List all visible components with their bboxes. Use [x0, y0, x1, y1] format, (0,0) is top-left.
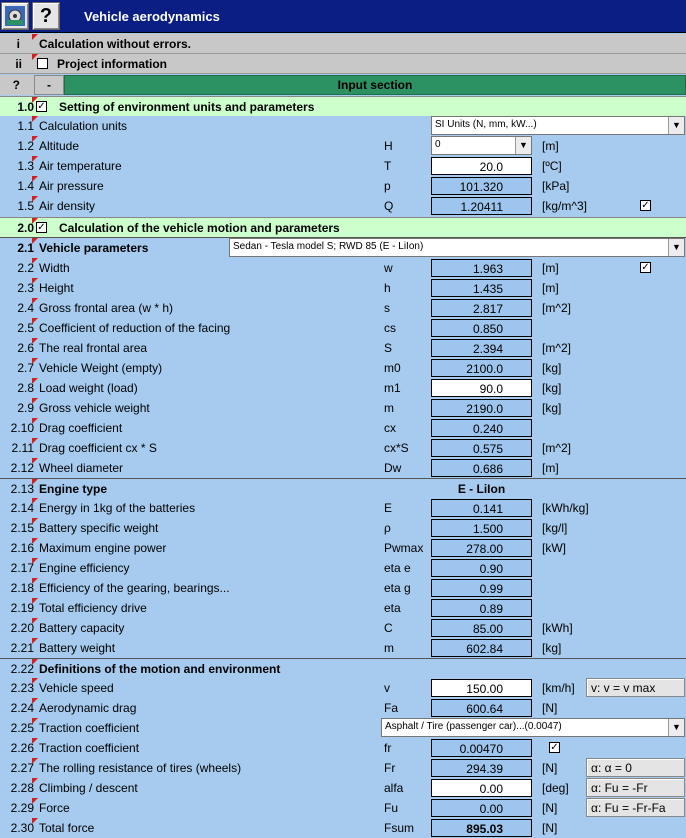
- window-title: Vehicle aerodynamics: [84, 9, 220, 24]
- value-field: 0.686: [431, 459, 532, 477]
- row-1-4: [0, 176, 686, 196]
- row-2-27: [0, 758, 686, 778]
- row-symbol: eta g: [384, 581, 411, 595]
- row-symbol: Fu: [384, 801, 399, 815]
- value-field: 0.850: [431, 319, 532, 337]
- row-label: Battery capacity: [39, 621, 125, 635]
- row-num: 2.1: [17, 241, 34, 255]
- row-unit: [kg]: [542, 401, 562, 415]
- row-symbol: s: [384, 301, 390, 315]
- row-label: Coefficient of reduction of the facing: [39, 321, 231, 335]
- row-symbol: cs: [384, 321, 396, 335]
- row-num: 2.15: [10, 521, 34, 535]
- row-symbol: v: [384, 681, 390, 695]
- row-unit: [m^2]: [542, 441, 571, 455]
- row-symbol: p: [384, 179, 391, 193]
- value-field: 895.03: [431, 819, 532, 837]
- value-field: 0.00470: [431, 739, 532, 757]
- row-unit: [m^2]: [542, 341, 571, 355]
- row-unit: [kg]: [542, 361, 562, 375]
- row-label: The real frontal area: [39, 341, 148, 355]
- row-2-1: [0, 237, 686, 257]
- row-label: Calculation units: [39, 119, 128, 133]
- comment-marker-icon: [32, 378, 38, 384]
- row-2-10: [0, 418, 686, 438]
- row-num: 2.23: [10, 681, 34, 695]
- row-2-14: [0, 498, 686, 518]
- value-input[interactable]: 0.00: [431, 779, 532, 797]
- row-num: 1.2: [17, 139, 34, 153]
- row-2-15: [0, 518, 686, 538]
- row-unit: [kW]: [542, 541, 566, 555]
- row-symbol: cx: [384, 421, 396, 435]
- status-row: [0, 34, 686, 54]
- title-bar: [0, 0, 686, 33]
- row-unit: [km/h]: [542, 681, 575, 695]
- row-label: Efficiency of the gearing, bearings...: [39, 581, 230, 595]
- row-symbol: fr: [384, 741, 392, 755]
- section2-label: Calculation of the vehicle motion and parameters: [59, 221, 340, 235]
- row-2-7: [0, 358, 686, 378]
- comment-marker-icon: [32, 738, 38, 744]
- row-label: Total efficiency drive: [39, 601, 147, 615]
- comment-marker-icon: [32, 358, 38, 364]
- value-field: 2190.0: [431, 399, 532, 417]
- app-icon[interactable]: [1, 2, 29, 30]
- row-num: 2.7: [17, 361, 34, 375]
- row-symbol: w: [384, 261, 393, 275]
- density-checkbox[interactable]: ✓: [641, 200, 650, 211]
- row-label: Maximum engine power: [39, 541, 167, 555]
- comment-marker-icon: [32, 458, 38, 464]
- row-2-16: [0, 538, 686, 558]
- comment-marker-icon: [32, 136, 38, 142]
- density-value: 1.20411: [431, 197, 532, 215]
- comment-marker-icon: [32, 438, 38, 444]
- row-2-22: [0, 658, 686, 678]
- row-num: 2.21: [10, 641, 34, 655]
- row-symbol: Fr: [384, 761, 396, 775]
- row-2-13: [0, 478, 686, 498]
- row-unit: [kWh/kg]: [542, 501, 589, 515]
- comment-marker-icon: [32, 498, 38, 504]
- chevron-down-icon[interactable]: ▼: [668, 117, 684, 134]
- section1-row: [0, 96, 686, 116]
- row-1-3: [0, 156, 686, 176]
- chevron-down-icon[interactable]: ▼: [668, 719, 684, 736]
- row-num: 2.2: [17, 261, 34, 275]
- row-2-17: [0, 558, 686, 578]
- comment-marker-icon: [32, 618, 38, 624]
- row-unit: [m^2]: [542, 301, 571, 315]
- row-label: Definitions of the motion and environment: [39, 662, 281, 676]
- row-2-5: [0, 318, 686, 338]
- row-2-19: [0, 598, 686, 618]
- temperature-input[interactable]: 20.0: [431, 157, 532, 175]
- row-label: Air pressure: [39, 179, 104, 193]
- help-button[interactable]: ?: [32, 2, 60, 30]
- row-num: 2.12: [10, 461, 34, 475]
- comment-marker-icon: [32, 278, 38, 284]
- row-num: 2.8: [17, 381, 34, 395]
- comment-marker-icon: [32, 538, 38, 544]
- row-label: Total force: [39, 821, 95, 835]
- value-field: 0.575: [431, 439, 532, 457]
- comment-marker-icon: [32, 418, 38, 424]
- comment-marker-icon: [32, 338, 38, 344]
- row-label: The rolling resistance of tires (wheels): [39, 761, 242, 775]
- row-num: 1.4: [17, 179, 34, 193]
- row-num: 2.6: [17, 341, 34, 355]
- section2-row: [0, 217, 686, 237]
- row-num: 2.5: [17, 321, 34, 335]
- row-label: Vehicle parameters: [39, 241, 149, 255]
- comment-marker-icon: [32, 97, 38, 103]
- row-label: Engine efficiency: [39, 561, 130, 575]
- row-2-28: [0, 778, 686, 798]
- vehicle-select[interactable]: [229, 238, 685, 257]
- collapse-button[interactable]: -: [34, 75, 64, 95]
- project-marker: ii: [15, 57, 22, 71]
- row-label: Drag coefficient cx * S: [39, 441, 157, 455]
- row-symbol: m: [384, 641, 394, 655]
- project-row: [0, 54, 686, 74]
- row-unit: [ºC]: [542, 159, 562, 173]
- chevron-down-icon[interactable]: ▼: [515, 137, 531, 154]
- value-field: 0.89: [431, 599, 532, 617]
- preset-button[interactable]: α: Fu = -Fr: [586, 778, 685, 797]
- row-unit: [m]: [542, 139, 559, 153]
- row-label: Vehicle Weight (empty): [39, 361, 163, 375]
- comment-marker-icon: [32, 578, 38, 584]
- value-field: 2.817: [431, 299, 532, 317]
- row-num: 1.5: [17, 199, 34, 213]
- row-num: 1.1: [17, 119, 34, 133]
- row-label: Height: [39, 281, 74, 295]
- comment-marker-icon: [32, 758, 38, 764]
- row-symbol: T: [384, 159, 392, 173]
- row-unit: [kg]: [542, 641, 562, 655]
- section1-label: Setting of environment units and parameters: [59, 100, 315, 114]
- comment-marker-icon: [32, 156, 38, 162]
- status-marker: i: [16, 37, 20, 51]
- value-input[interactable]: 150.00: [431, 679, 532, 697]
- row-unit: [m]: [542, 281, 559, 295]
- row-2-25: [0, 718, 686, 738]
- row-num: 2.9: [17, 401, 34, 415]
- value-field: 1.963: [431, 259, 532, 277]
- value-field: 0.240: [431, 419, 532, 437]
- value-field: 2100.0: [431, 359, 532, 377]
- row-symbol: alfa: [384, 781, 404, 795]
- preset-button[interactable]: v: v = v max: [586, 678, 685, 697]
- row-2-2: [0, 258, 686, 278]
- vehicle-select-value: Sedan - Tesla model S; RWD 85 (E - LiIon): [233, 241, 424, 252]
- row-unit: [kg/l]: [542, 521, 568, 535]
- row-unit: [N]: [542, 761, 558, 775]
- row-label: Battery specific weight: [39, 521, 159, 535]
- row-label: Load weight (load): [39, 381, 138, 395]
- row-unit: [kg]: [542, 381, 562, 395]
- row-2-6: [0, 338, 686, 358]
- row-num: 2.22: [10, 662, 34, 676]
- input-section-bar: Input section: [64, 75, 686, 95]
- comment-marker-icon: [32, 698, 38, 704]
- row-num: 2.19: [10, 601, 34, 615]
- comment-marker-icon: [32, 818, 38, 824]
- chevron-down-icon[interactable]: ▼: [668, 239, 684, 256]
- comment-marker-icon: [32, 598, 38, 604]
- value-input[interactable]: 90.0: [431, 379, 532, 397]
- row-checkbox[interactable]: ✓: [641, 262, 650, 273]
- row-unit: [kPa]: [542, 179, 570, 193]
- row-symbol: Q: [384, 199, 394, 213]
- row-num: 2.29: [10, 801, 34, 815]
- units-select[interactable]: [431, 116, 685, 135]
- row-1-5: [0, 196, 686, 216]
- comment-marker-icon: [32, 298, 38, 304]
- row-label: Gross vehicle weight: [39, 401, 150, 415]
- row-2-3: [0, 278, 686, 298]
- row-num: 2.14: [10, 501, 34, 515]
- row-num: 2.24: [10, 701, 34, 715]
- row-num: 2.30: [10, 821, 34, 835]
- row-label: Battery weight: [39, 641, 116, 655]
- row-symbol: eta: [384, 601, 401, 615]
- row-label: Air temperature: [39, 159, 122, 173]
- row-symbol: H: [384, 139, 393, 153]
- engine-type-value: E - LiIon: [457, 482, 506, 496]
- section2-checkbox[interactable]: ✓: [37, 222, 46, 233]
- row-2-9: [0, 398, 686, 418]
- preset-button[interactable]: α: Fu = -Fr-Fa: [586, 798, 685, 817]
- row-label: Force: [39, 801, 70, 815]
- section1-checkbox[interactable]: ✓: [37, 101, 46, 112]
- row-2-4: [0, 298, 686, 318]
- value-field: 294.39: [431, 759, 532, 777]
- row-unit: [m]: [542, 461, 559, 475]
- row-num: 2.10: [10, 421, 34, 435]
- row-unit: [deg]: [542, 781, 569, 795]
- row-symbol: Fa: [384, 701, 399, 715]
- row-num: 2.28: [10, 781, 34, 795]
- row-label: Aerodynamic drag: [39, 701, 137, 715]
- row-label: Engine type: [39, 482, 108, 496]
- row-num: 2.16: [10, 541, 34, 555]
- row-checkbox[interactable]: ✓: [550, 742, 559, 753]
- row-symbol: m1: [384, 381, 401, 395]
- comment-marker-icon: [32, 678, 38, 684]
- row-symbol: Dw: [384, 461, 402, 475]
- traction-select-value: Asphalt / Tire (passenger car)...(0.0047): [385, 721, 562, 732]
- value-field: 600.64: [431, 699, 532, 717]
- comment-marker-icon: [32, 398, 38, 404]
- comment-marker-icon: [32, 116, 38, 122]
- row-num: 2.17: [10, 561, 34, 575]
- comment-marker-icon: [32, 718, 38, 724]
- comment-marker-icon: [32, 479, 38, 485]
- row-symbol: S: [384, 341, 393, 355]
- row-unit: [m]: [542, 261, 559, 275]
- row-num: 2.20: [10, 621, 34, 635]
- row-unit: [N]: [542, 801, 558, 815]
- row-symbol: ρ: [384, 521, 391, 535]
- row-1-2: [0, 136, 686, 156]
- row-label: Climbing / descent: [39, 781, 138, 795]
- row-2-20: [0, 618, 686, 638]
- row-num: 2.11: [11, 441, 34, 455]
- row-symbol: h: [384, 281, 391, 295]
- row-2-26: [0, 738, 686, 758]
- input-q[interactable]: ?: [12, 78, 20, 92]
- row-2-21: [0, 638, 686, 658]
- row-2-11: [0, 438, 686, 458]
- row-symbol: C: [384, 621, 393, 635]
- row-2-24: [0, 698, 686, 718]
- row-symbol: eta e: [384, 561, 411, 575]
- row-unit: [kWh]: [542, 621, 573, 635]
- comment-marker-icon: [32, 176, 38, 182]
- comment-marker-icon: [32, 238, 38, 244]
- section2-num: 2.0: [17, 221, 34, 235]
- row-2-30: [0, 818, 686, 838]
- pressure-value: 101.320: [431, 177, 532, 195]
- value-field: 2.394: [431, 339, 532, 357]
- row-symbol: Fsum: [384, 821, 414, 835]
- row-label: Air density: [39, 199, 96, 213]
- comment-marker-icon: [32, 258, 38, 264]
- row-label: Wheel diameter: [39, 461, 124, 475]
- row-label: Gross frontal area (w * h): [39, 301, 174, 315]
- value-field: 0.90: [431, 559, 532, 577]
- row-label: Altitude: [39, 139, 80, 153]
- row-num: 2.3: [17, 281, 34, 295]
- units-select-value: SI Units (N, mm, kW...): [435, 119, 537, 130]
- row-num: 2.27: [10, 761, 34, 775]
- value-field: 1.435: [431, 279, 532, 297]
- row-1-1: [0, 116, 686, 136]
- comment-marker-icon: [32, 659, 38, 665]
- comment-marker-icon: [32, 54, 38, 60]
- comment-marker-icon: [32, 34, 38, 40]
- row-2-29: [0, 798, 686, 818]
- project-checkbox[interactable]: [37, 58, 48, 69]
- value-field: 602.84: [431, 639, 532, 657]
- altitude-value: 0: [435, 139, 441, 150]
- row-symbol: m: [384, 401, 394, 415]
- value-field: 278.00: [431, 539, 532, 557]
- comment-marker-icon: [32, 318, 38, 324]
- comment-marker-icon: [32, 778, 38, 784]
- value-field: 85.00: [431, 619, 532, 637]
- row-2-8: [0, 378, 686, 398]
- comment-marker-icon: [32, 798, 38, 804]
- row-2-12: [0, 458, 686, 478]
- value-field: 0.00: [431, 799, 532, 817]
- comment-marker-icon: [32, 196, 38, 202]
- row-num: 2.25: [10, 721, 34, 735]
- comment-marker-icon: [32, 638, 38, 644]
- preset-button[interactable]: α: α = 0: [586, 758, 685, 777]
- row-2-23: [0, 678, 686, 698]
- project-label: Project information: [57, 57, 168, 71]
- row-num: 2.13: [10, 482, 34, 496]
- value-field: 1.500: [431, 519, 532, 537]
- status-text: Calculation without errors.: [39, 37, 192, 51]
- row-num: 2.4: [17, 301, 34, 315]
- comment-marker-icon: [32, 218, 38, 224]
- row-label: Drag coefficient: [39, 421, 123, 435]
- row-label: Width: [39, 261, 70, 275]
- value-field: 0.99: [431, 579, 532, 597]
- altitude-select[interactable]: [431, 136, 532, 155]
- row-unit: [kg/m^3]: [542, 199, 587, 213]
- row-num: 2.26: [10, 741, 34, 755]
- row-label: Vehicle speed: [39, 681, 114, 695]
- row-num: 1.3: [17, 159, 34, 173]
- traction-select[interactable]: [381, 718, 685, 737]
- section1-num: 1.0: [17, 100, 34, 114]
- row-label: Energy in 1kg of the batteries: [39, 501, 196, 515]
- row-num: 2.18: [10, 581, 34, 595]
- row-symbol: m0: [384, 361, 401, 375]
- comment-marker-icon: [32, 518, 38, 524]
- row-symbol: cx*S: [384, 441, 409, 455]
- row-label: Traction coefficient: [39, 721, 140, 735]
- value-field: 0.141: [431, 499, 532, 517]
- row-unit: [N]: [542, 701, 558, 715]
- row-unit: [N]: [542, 821, 558, 835]
- comment-marker-icon: [32, 558, 38, 564]
- row-symbol: E: [384, 501, 393, 515]
- row-symbol: Pwmax: [384, 541, 424, 555]
- row-2-18: [0, 578, 686, 598]
- row-label: Traction coefficient: [39, 741, 140, 755]
